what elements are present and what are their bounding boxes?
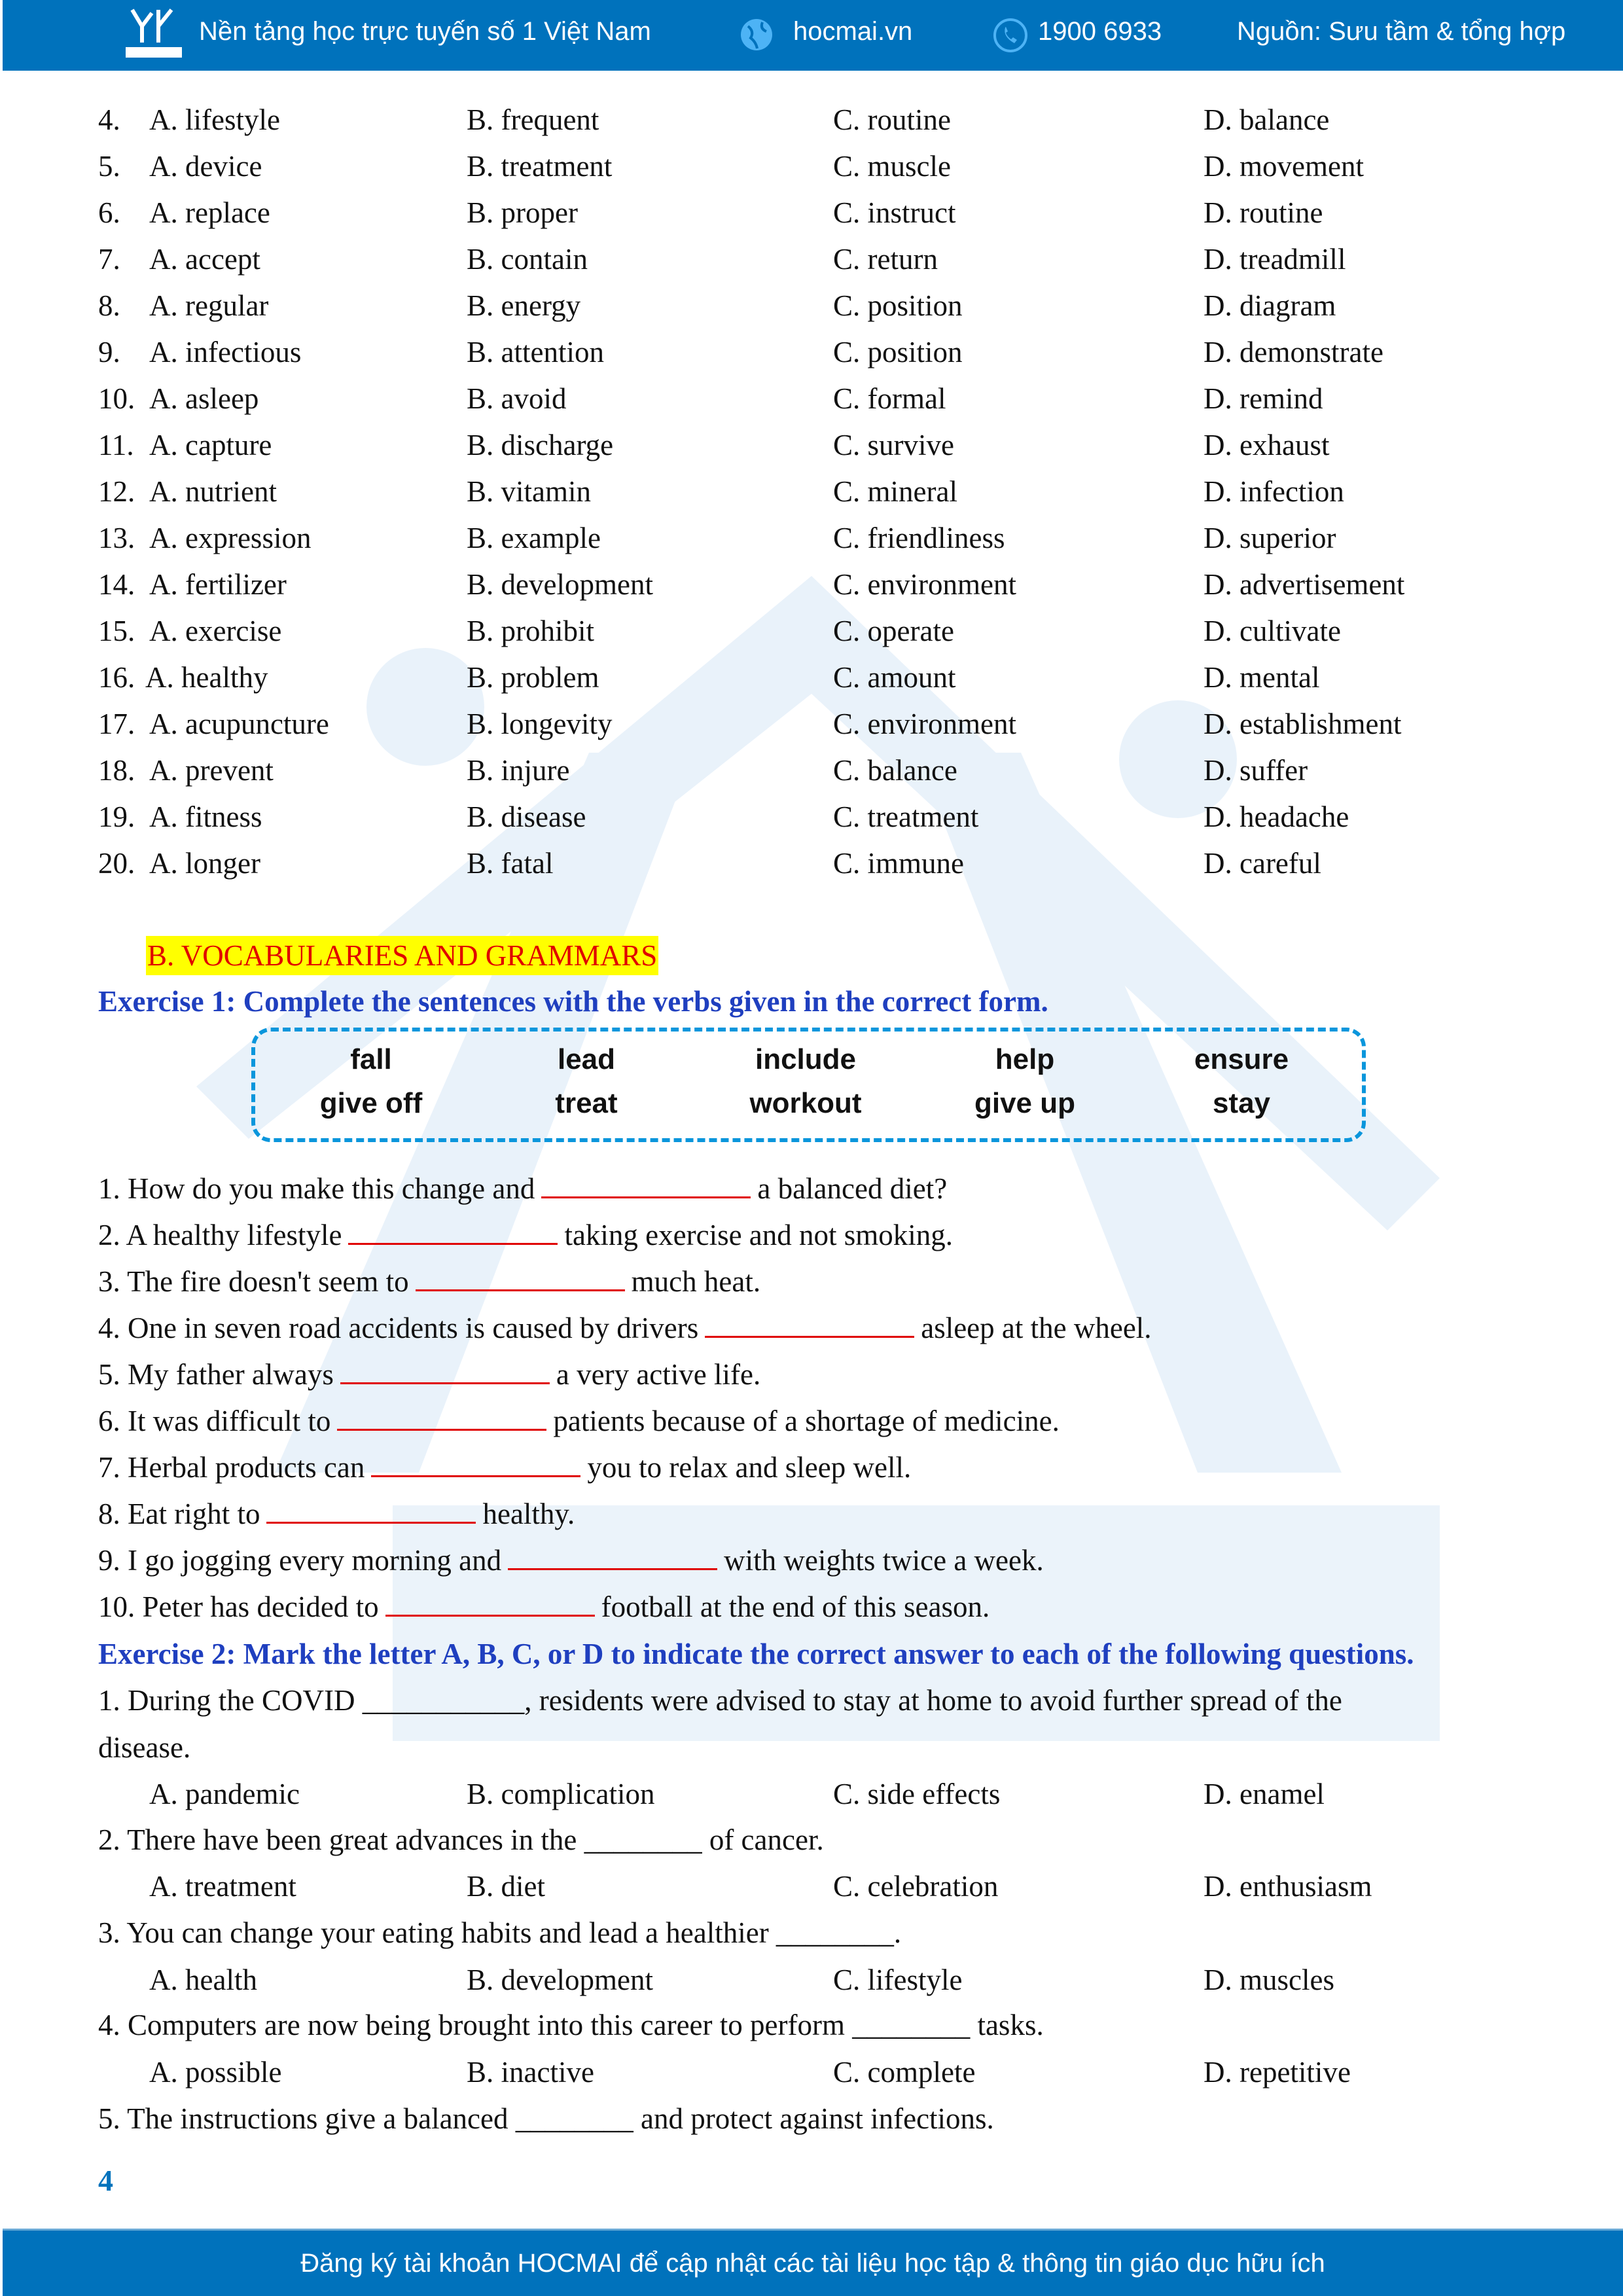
option-a: A. infectious	[149, 336, 302, 368]
sentence-text: 5. My father always	[98, 1358, 334, 1391]
exercise1-sentence	[98, 1496, 575, 1532]
option-d: D. exhaust	[1204, 429, 1330, 461]
answer-option-c: C. celebration	[833, 1870, 999, 1903]
question-number: 5.	[98, 150, 120, 183]
option-d: D. routine	[1204, 196, 1323, 229]
word-give-off: give off	[319, 1087, 423, 1119]
question-number: 20.	[98, 847, 135, 880]
answer-option-d: D. enamel	[1204, 1778, 1325, 1810]
option-d: D. treadmill	[1204, 243, 1346, 276]
answer-option-c: C. complete	[833, 2056, 976, 2089]
option-d: D. diagram	[1204, 289, 1336, 322]
answer-option-c: C. side effects	[833, 1778, 1001, 1810]
word-give-up: give up	[974, 1087, 1076, 1119]
option-c: C. mineral	[833, 475, 957, 508]
answer-option-a: A. possible	[149, 2056, 282, 2089]
option-d: D. demonstrate	[1204, 336, 1383, 368]
option-a: A. longer	[149, 847, 260, 880]
word-ensure: ensure	[1194, 1043, 1289, 1075]
header-phone: 1900 6933	[1038, 17, 1162, 46]
word-lead: lead	[557, 1043, 616, 1075]
sentence-text: 3. The fire doesn't seem to	[98, 1265, 409, 1298]
answer-blank[interactable]	[348, 1219, 558, 1245]
sentence-text: 9. I go jogging every morning and	[98, 1544, 502, 1577]
answer-option-c: C. lifestyle	[833, 1964, 963, 1996]
option-c: C. return	[833, 243, 938, 276]
option-d: D. establishment	[1204, 708, 1402, 740]
option-b: B. problem	[467, 661, 599, 694]
sentence-text: 8. Eat right to	[98, 1498, 260, 1530]
exercise1-title: Exercise 1: Complete the sentences with the verbs given in the correct form.	[98, 985, 1048, 1018]
hocmai-logo	[126, 7, 182, 59]
answer-blank[interactable]	[541, 1172, 751, 1198]
option-c: C. operate	[833, 615, 954, 647]
answer-blank[interactable]	[416, 1265, 625, 1291]
question-number: 7.	[98, 243, 120, 276]
option-b: B. disease	[467, 800, 586, 833]
answer-option-b: B. complication	[467, 1778, 655, 1810]
option-d: D. advertisement	[1204, 568, 1405, 601]
sentence-text: asleep at the wheel.	[921, 1312, 1152, 1344]
option-d: D. remind	[1204, 382, 1323, 415]
word-include: include	[755, 1043, 857, 1075]
option-b: B. proper	[467, 196, 578, 229]
exercise2-question: 3. You can change your eating habits and lead a healthier ________.	[98, 1916, 902, 1949]
option-a: A. healthy	[145, 661, 268, 694]
option-c: C. amount	[833, 661, 956, 694]
question-number: 19.	[98, 800, 135, 833]
exercise1-sentence	[98, 1588, 990, 1625]
header-bar	[3, 0, 1623, 71]
option-b: B. longevity	[467, 708, 613, 740]
option-c: C. treatment	[833, 800, 979, 833]
footer-bar: Đăng ký tài khoản HOCMAI để cập nhật các tài liệu học tập & thông tin giáo dục hữu ích	[3, 2229, 1623, 2296]
word-stay: stay	[1212, 1087, 1271, 1119]
option-b: B. prohibit	[467, 615, 595, 647]
answer-blank[interactable]	[508, 1544, 717, 1570]
option-c: C. formal	[833, 382, 946, 415]
exercise1-sentence	[98, 1356, 760, 1393]
option-a: A. prevent	[149, 754, 274, 787]
question-number: 13.	[98, 522, 135, 554]
exercise1-sentence	[98, 1263, 760, 1300]
header-source: Nguồn: Sưu tầm & tổng hợp	[1237, 17, 1566, 46]
sentence-text: you to relax and sleep well.	[587, 1451, 912, 1484]
answer-blank[interactable]	[266, 1498, 476, 1524]
question-number: 4.	[98, 103, 120, 136]
answer-option-d: D. enthusiasm	[1204, 1870, 1372, 1903]
option-d: D. superior	[1204, 522, 1336, 554]
sentence-text: 4. One in seven road accidents is caused by drivers	[98, 1312, 699, 1344]
option-d: D. headache	[1204, 800, 1349, 833]
sentence-text: patients because of a shortage of medicine.	[553, 1405, 1060, 1437]
option-b: B. vitamin	[467, 475, 591, 508]
sentence-text: taking exercise and not smoking.	[564, 1219, 954, 1251]
option-d: D. balance	[1204, 103, 1330, 136]
section-b-heading: B. VOCABULARIES AND GRAMMARS	[146, 936, 658, 975]
exercise2-question: 2. There have been great advances in the ________ of cancer.	[98, 1823, 824, 1856]
answer-option-d: D. muscles	[1204, 1964, 1334, 1996]
option-a: A. acupuncture	[149, 708, 329, 740]
page-number: 4	[98, 2164, 113, 2197]
exercise2-question: disease.	[98, 1731, 191, 1764]
phone-icon	[992, 17, 1029, 54]
answer-option-a: A. treatment	[149, 1870, 296, 1903]
option-a: A. asleep	[149, 382, 259, 415]
question-number: 11.	[98, 429, 134, 461]
question-number: 16.	[98, 661, 135, 694]
sentence-text: 10. Peter has decided to	[98, 1590, 379, 1623]
sentence-text: much heat.	[631, 1265, 761, 1298]
question-number: 10.	[98, 382, 135, 415]
option-d: D. suffer	[1204, 754, 1308, 787]
option-d: D. movement	[1204, 150, 1364, 183]
option-c: C. immune	[833, 847, 964, 880]
question-number: 17.	[98, 708, 135, 740]
answer-option-b: B. inactive	[467, 2056, 594, 2089]
exercise2-question: 5. The instructions give a balanced ________ and protect against infections.	[98, 2102, 994, 2135]
exercise1-sentence	[98, 1170, 947, 1207]
header-website[interactable]: hocmai.vn	[793, 17, 913, 46]
question-number: 14.	[98, 568, 135, 601]
option-b: B. attention	[467, 336, 604, 368]
option-a: A. exercise	[149, 615, 282, 647]
option-a: A. fertilizer	[149, 568, 287, 601]
option-c: C. balance	[833, 754, 957, 787]
option-a: A. nutrient	[149, 475, 277, 508]
option-c: C. survive	[833, 429, 954, 461]
option-a: A. accept	[149, 243, 260, 276]
answer-option-d: D. repetitive	[1204, 2056, 1351, 2089]
option-b: B. injure	[467, 754, 570, 787]
word-treat: treat	[555, 1087, 618, 1119]
exercise2-question: 1. During the COVID ___________, residents were advised to stay at home to avoid further spread of the	[98, 1684, 1342, 1717]
option-b: B. contain	[467, 243, 588, 276]
option-a: A. lifestyle	[149, 103, 280, 136]
option-b: B. avoid	[467, 382, 567, 415]
exercise2-title: Exercise 2: Mark the letter A, B, C, or D to indicate the correct answer to each of the following questions.	[98, 1638, 1414, 1670]
option-d: D. mental	[1204, 661, 1320, 694]
option-a: A. capture	[149, 429, 272, 461]
question-number: 12.	[98, 475, 135, 508]
answer-option-a: A. pandemic	[149, 1778, 300, 1810]
sentence-text: 7. Herbal products can	[98, 1451, 365, 1484]
exercise1-sentence	[98, 1217, 953, 1253]
option-c: C. routine	[833, 103, 951, 136]
option-b: B. discharge	[467, 429, 614, 461]
option-d: D. infection	[1204, 475, 1344, 508]
option-a: A. device	[149, 150, 262, 183]
option-d: D. cultivate	[1204, 615, 1341, 647]
sentence-text: 6. It was difficult to	[98, 1405, 331, 1437]
option-d: D. careful	[1204, 847, 1321, 880]
globe-icon	[739, 17, 774, 52]
answer-blank[interactable]	[371, 1451, 580, 1477]
option-a: A. regular	[149, 289, 269, 322]
option-c: C. position	[833, 289, 963, 322]
sentence-text: a very active life.	[556, 1358, 761, 1391]
answer-option-a: A. health	[149, 1964, 257, 1996]
sentence-text: healthy.	[482, 1498, 575, 1530]
sentence-text: with weights twice a week.	[724, 1544, 1044, 1577]
exercise2-question: 4. Computers are now being brought into this career to perform ________ tasks.	[98, 2009, 1044, 2041]
exercise1-sentence	[98, 1542, 1044, 1579]
option-c: C. friendliness	[833, 522, 1005, 554]
question-number: 6.	[98, 196, 120, 229]
sentence-text: football at the end of this season.	[601, 1590, 990, 1623]
option-b: B. fatal	[467, 847, 554, 880]
option-a: A. replace	[149, 196, 270, 229]
exercise1-sentence	[98, 1449, 911, 1486]
answer-blank[interactable]	[705, 1312, 914, 1338]
question-number: 8.	[98, 289, 120, 322]
exercise1-sentence	[98, 1403, 1060, 1439]
option-b: B. energy	[467, 289, 581, 322]
answer-option-b: B. diet	[467, 1870, 545, 1903]
option-c: C. environment	[833, 708, 1016, 740]
exercise1-sentence	[98, 1310, 1152, 1346]
sentence-text: 2. A healthy lifestyle	[98, 1219, 342, 1251]
option-b: B. development	[467, 568, 653, 601]
option-b: B. example	[467, 522, 601, 554]
option-b: B. treatment	[467, 150, 613, 183]
answer-blank[interactable]	[340, 1358, 550, 1384]
word-fall: fall	[350, 1043, 392, 1075]
option-b: B. frequent	[467, 103, 599, 136]
question-number: 15.	[98, 615, 135, 647]
answer-blank[interactable]	[385, 1590, 595, 1617]
option-c: C. instruct	[833, 196, 956, 229]
sentence-text: a balanced diet?	[757, 1172, 948, 1205]
option-c: C. position	[833, 336, 963, 368]
word-workout: workout	[749, 1087, 862, 1119]
option-a: A. fitness	[149, 800, 262, 833]
question-number: 9.	[98, 336, 120, 368]
word-help: help	[995, 1043, 1055, 1075]
answer-option-b: B. development	[467, 1964, 653, 1996]
answer-blank[interactable]	[337, 1405, 546, 1431]
question-number: 18.	[98, 754, 135, 787]
option-c: C. muscle	[833, 150, 951, 183]
option-a: A. expression	[149, 522, 312, 554]
sentence-text: 1. How do you make this change and	[98, 1172, 535, 1205]
header-tagline: Nền tảng học trực tuyến số 1 Việt Nam	[199, 17, 651, 46]
option-c: C. environment	[833, 568, 1016, 601]
